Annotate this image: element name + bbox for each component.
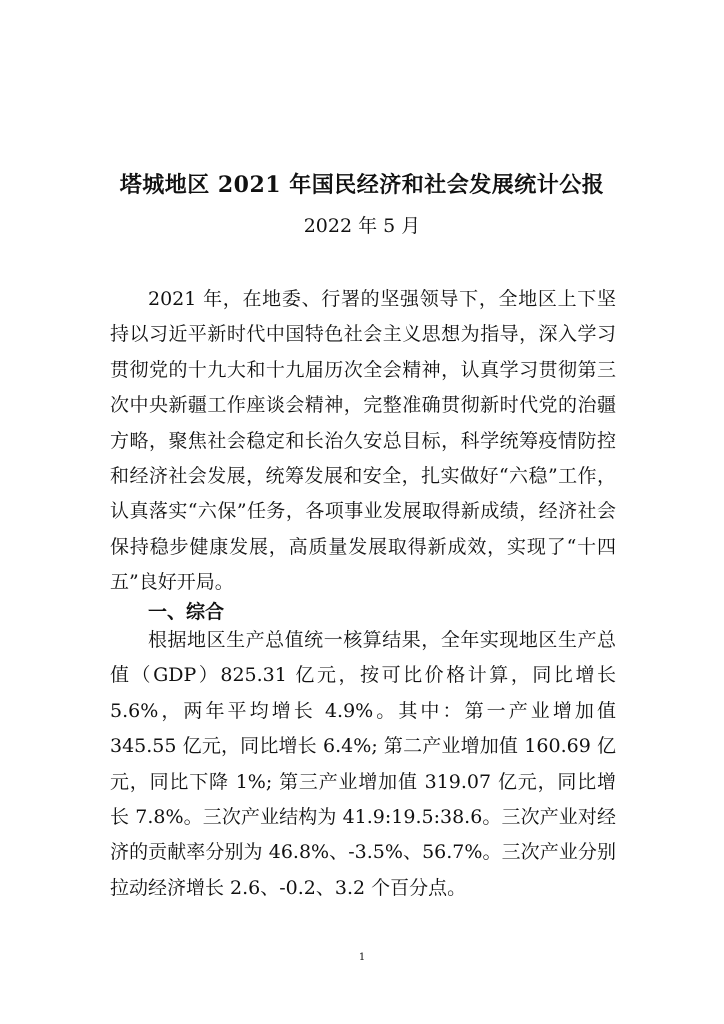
page-number: 1 (358, 952, 366, 963)
document-title: 塔城地区 2021 年国民经济和社会发展统计公报 (119, 172, 605, 198)
section-1-paragraph: 根据地区生产总值统一核算结果，全年实现地区生产总值（GDP）825.31 亿元，按可比价格计算，同比增长 5.6%，两年平均增长 4.9%。其中：第一产业增加值 345.55 亿元，同比增长 6.4%; 第二产业增加值 160.69 亿元，同比下降 1%; 第三产业增加值 319.07 亿元，同比增长 7.8%。三次产业结构为 41.9:19.5:38.6。三次产业对经济的贡献率分别为 46.8%、-3.5%、56.7%。三次产业分别拉动经济增长 2.6、-0.2、3.2 个百分点。 (110, 629, 616, 899)
intro-paragraph: 2021 年，在地委、行署的坚强领导下，全地区上下坚持以习近平新时代中国特色社会主义思想为指导，深入学习贯彻党的十九大和十九届历次全会精神，认真学习贯彻第三次中央新疆工作座谈会精神，完整准确贯彻新时代党的治疆方略，聚焦社会稳定和长治久安总目标，科学统筹疫情防控和经济社会发展，统筹发展和安全，扎实做好“六稳”工作，认真落实“六保”任务，各项事业发展取得新成绩，经济社会保持稳步健康发展，高质量发展取得新成效，实现了“十四五”良好开局。 (110, 288, 616, 594)
section-heading-comprehensive: 一、综合 (148, 601, 225, 623)
document-date: 2022 年 5 月 (303, 215, 421, 237)
